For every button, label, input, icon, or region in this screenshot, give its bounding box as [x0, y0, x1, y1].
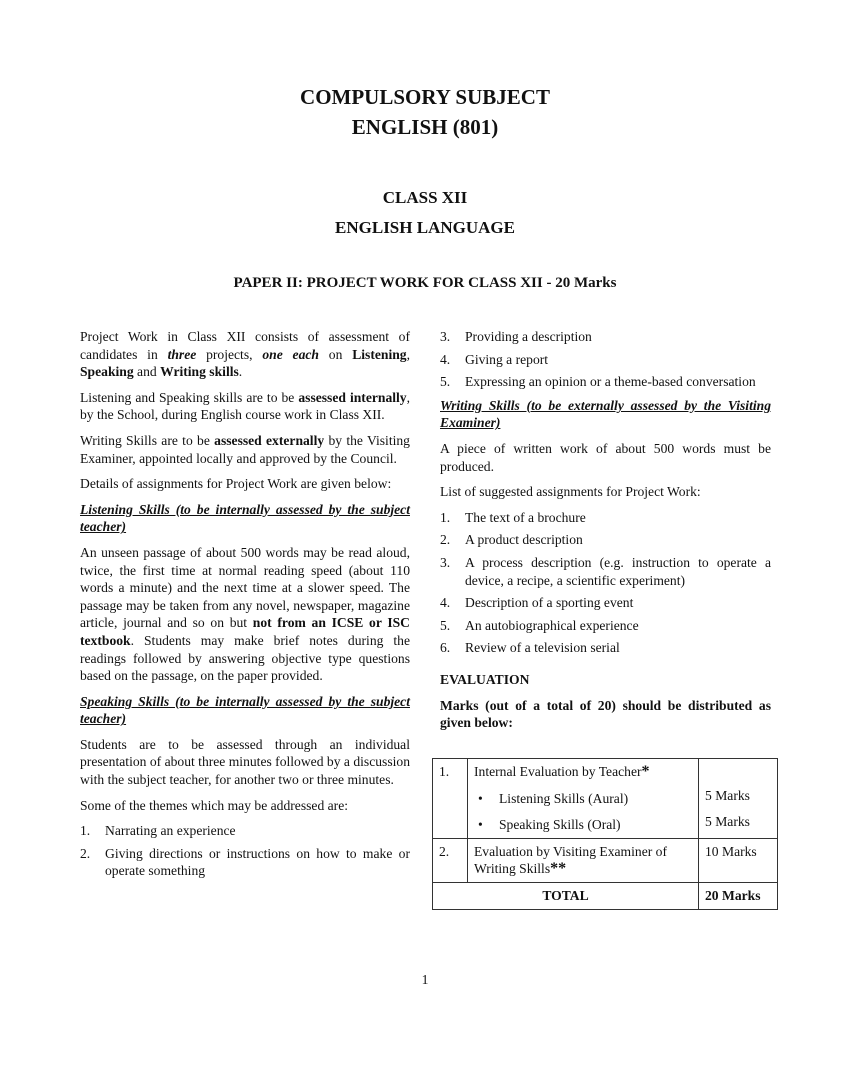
numbered-list [440, 509, 771, 657]
text-run: An unseen passage of about 500 words may be read aloud, twice, the first time at normal reading speed (about 110 words a minute) and the next time at a slower speed. The passage may be taken from any novel, newspaper, magazine article, journal and so on but [80, 544, 410, 631]
list-number: 4. [440, 595, 451, 611]
text-run: List of suggested assignments for Project Work: [440, 484, 701, 500]
row-title: Internal Evaluation by Teacher [474, 764, 642, 779]
text-run: Marks (out of a total of 20) should be distributed as given below: [440, 697, 771, 731]
list-text: Giving a report [465, 351, 549, 367]
marks-value: 5 Marks [705, 813, 750, 829]
paragraph [80, 432, 410, 467]
text-run: , [406, 346, 411, 362]
text-run: Speaking Skills (to be internally assessed by the subject teacher) [80, 693, 410, 727]
text-run: , by the School, during English course work in Class XII. [80, 389, 411, 423]
list-item [80, 845, 410, 880]
paragraph [440, 440, 771, 475]
row-description [468, 838, 699, 882]
section-heading [440, 671, 771, 689]
paper-heading: PAPER II: PROJECT WORK FOR CLASS XII - 20 Marks [233, 275, 617, 291]
list-item [440, 509, 771, 527]
list-number: 1. [80, 823, 91, 839]
text-run: assessed externally [214, 432, 325, 448]
list-item [80, 822, 410, 840]
text-run: Listening [352, 346, 407, 362]
table-row [433, 759, 778, 839]
paragraph [80, 328, 410, 381]
text-run: not from an ICSE or ISC textbook [80, 615, 410, 648]
text-run: assessed internally [298, 389, 407, 405]
class-label: CLASS XII [382, 188, 468, 207]
section-heading [440, 697, 771, 732]
marks-table [432, 758, 778, 910]
row-marks [699, 759, 778, 839]
paragraph [80, 389, 410, 424]
total-label: TOTAL [433, 882, 699, 909]
list-item [440, 531, 771, 549]
text-run: Writing skills [160, 364, 239, 380]
paragraph [440, 483, 771, 501]
text-run: on [318, 346, 353, 362]
row-description [468, 759, 699, 839]
section-heading [80, 693, 410, 728]
list-number: 3. [440, 329, 451, 344]
list-number: 2. [80, 845, 91, 861]
list-text: Expressing an opinion or a theme-based conversation [465, 374, 756, 390]
list-text: Providing a description [465, 329, 592, 344]
text-run: Some of the themes which may be addressed are: [80, 797, 349, 813]
list-number: 5. [440, 617, 451, 633]
paragraph [80, 475, 410, 493]
list-number: 3. [440, 554, 451, 570]
row-number: 2. [433, 838, 468, 882]
text-run: and [133, 364, 161, 380]
list-number: 2. [440, 532, 451, 548]
list-number: 4. [440, 351, 451, 367]
text-run: Speaking [80, 364, 134, 380]
list-number: 6. [440, 640, 451, 656]
row-number: 1. [433, 759, 468, 839]
text-run: . [238, 364, 243, 380]
text-run: Project Work in Class XII consists of assessment of candidates in [80, 329, 410, 362]
text-run: Writing Skills (to be externally assessed by the Visiting Examiner) [440, 397, 771, 431]
paragraph [80, 736, 410, 789]
asterisk: * [641, 763, 650, 780]
list-text: The text of a brochure [465, 509, 586, 525]
list-text: Giving directions or instructions on how to make or operate something [105, 845, 410, 879]
text-run: one each [262, 346, 319, 362]
list-item [440, 594, 771, 612]
text-run: Students are to be assessed through an individual presentation of about three minutes followed by a discussion with the subject teacher, for another two or three minutes. [80, 736, 410, 788]
bullet-item: • Speaking Skills (Oral) [474, 816, 692, 834]
text-run: A piece of written work of about 500 words must be produced. [440, 440, 771, 474]
left-column [80, 328, 410, 886]
list-text: A process description (e.g. instruction to operate a device, a recipe, a scientific experiment) [465, 554, 771, 588]
list-text: Description of a sporting event [465, 595, 634, 611]
text-run: . Students may make brief notes during the readings followed by answering objective type questions based on the passage, on the paper provided. [80, 632, 410, 684]
text-run: three [167, 346, 197, 362]
table-total-row [433, 882, 778, 909]
text-run: Details of assignments for Project Work are given below: [80, 476, 392, 492]
numbered-list [80, 822, 410, 880]
list-text: An autobiographical experience [465, 617, 639, 633]
asterisk: ** [550, 860, 567, 878]
section-heading [440, 397, 771, 432]
marks-value: 10 Marks [699, 838, 778, 882]
paragraph [80, 797, 410, 815]
list-text: Narrating an experience [105, 823, 236, 839]
text-run: Listening Skills (to be internally assessed by the subject teacher) [80, 501, 410, 535]
text-run: projects, [196, 346, 263, 362]
right-column [440, 328, 771, 740]
class-heading [0, 183, 850, 243]
page-number: 1 [421, 972, 429, 987]
total-marks: 20 Marks [699, 882, 778, 909]
paragraph [80, 544, 410, 685]
list-number: 1. [440, 509, 451, 525]
list-item [440, 639, 771, 657]
numbered-list [440, 328, 771, 391]
title-line-1: COMPULSORY SUBJECT [300, 85, 550, 109]
row-title: Evaluation by Visiting Examiner of Writing Skills [474, 843, 667, 877]
list-number: 5. [440, 374, 451, 390]
list-text: Review of a television serial [465, 640, 620, 656]
table-row [433, 838, 778, 882]
subject-label: ENGLISH LANGUAGE [335, 218, 515, 237]
text-run: Writing Skills are to be [80, 432, 215, 448]
text-run: EVALUATION [440, 671, 530, 687]
document-title [0, 82, 850, 142]
list-item [440, 373, 771, 391]
text-run: Listening and Speaking skills are to be [80, 389, 299, 405]
marks-value: 5 Marks [705, 788, 750, 803]
section-heading [80, 501, 410, 536]
list-text: A product description [465, 532, 583, 548]
list-item [440, 351, 771, 369]
list-item [440, 554, 771, 589]
bullet-item: • Listening Skills (Aural) [474, 790, 692, 808]
text-run: by the Visiting Examiner, appointed locally and approved by the Council. [80, 432, 410, 466]
list-item [440, 328, 771, 346]
title-line-2: ENGLISH (801) [351, 115, 499, 139]
list-item [440, 617, 771, 635]
